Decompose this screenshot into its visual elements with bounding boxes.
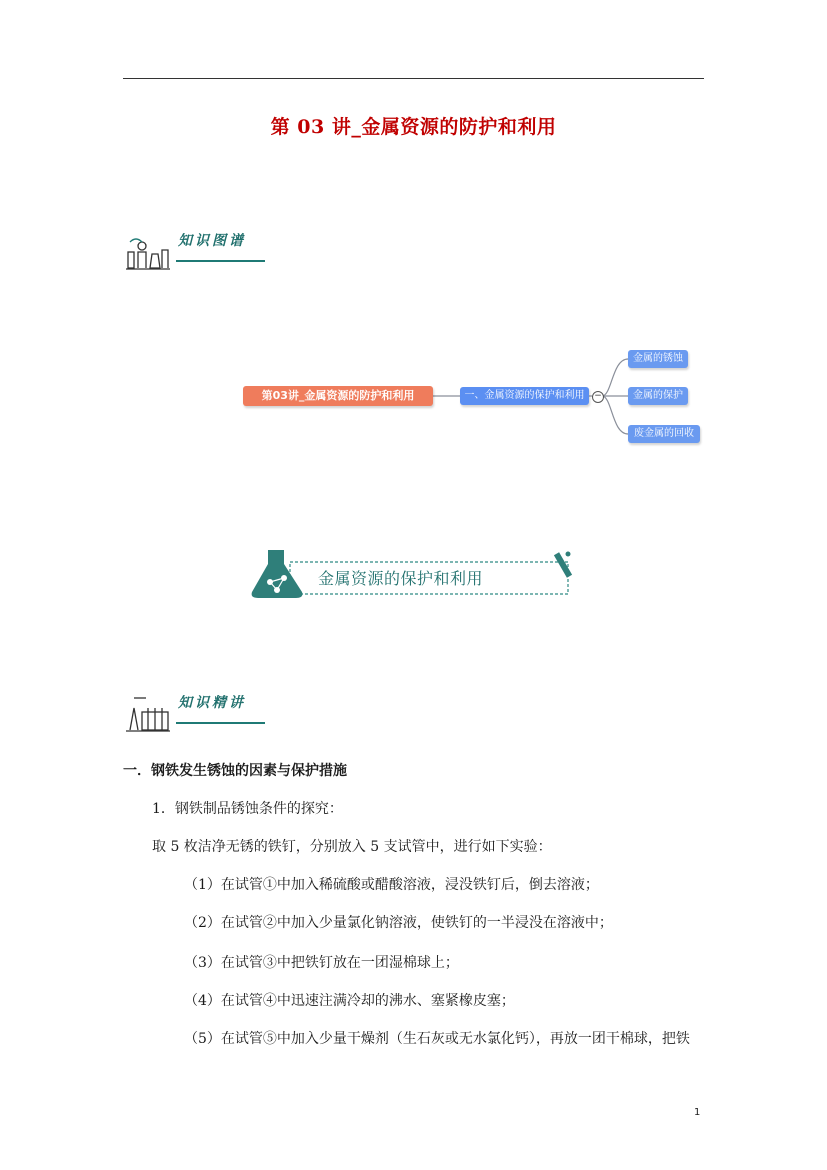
mindmap-branch-node[interactable]: 一、金属资源的保护和利用: [460, 387, 589, 405]
subheading: 1．钢铁制品锈蚀条件的探究：: [152, 801, 343, 817]
section-underline: [176, 722, 265, 724]
step-item: （2）在试管②中加入少量氯化钠溶液，使铁钉的一半浸没在溶液中；: [184, 915, 613, 931]
collapse-toggle-icon[interactable]: −: [592, 391, 604, 403]
section-underline: [176, 260, 265, 262]
header-rule: [123, 78, 704, 79]
step-item: （3）在试管③中把铁钉放在一团湿棉球上；: [184, 955, 459, 971]
step-item: （4）在试管④中迅速注满冷却的沸水、塞紧橡皮塞；: [184, 993, 515, 1009]
page-number: 1: [694, 1107, 701, 1118]
section-header-knowledge-lecture: [126, 696, 276, 736]
step-item: （1）在试管①中加入稀硫酸或醋酸溶液，浸没铁钉后，倒去溶液；: [184, 877, 599, 893]
mindmap-root-node[interactable]: 第03讲_金属资源的防护和利用: [243, 386, 433, 406]
section-label: 知识图谱: [178, 233, 246, 249]
section-header-knowledge-map: [126, 234, 276, 274]
lab-equipment-icon: [126, 232, 170, 272]
mindmap-leaf-recycling[interactable]: 废金属的回收: [628, 425, 700, 443]
topic-banner: [250, 548, 580, 600]
mindmap-leaf-rusting[interactable]: 金属的锈蚀: [628, 350, 688, 368]
intro-paragraph: 取 5 枚洁净无锈的铁钉，分别放入 5 支试管中，进行如下实验：: [152, 839, 552, 855]
step-item: （5）在试管⑤中加入少量干燥剂（生石灰或无水氯化钙），再放一团干棉球，把铁: [184, 1031, 690, 1047]
content-heading: 一．钢铁发生锈蚀的因素与保护措施: [123, 763, 347, 779]
section-label: 知识精讲: [178, 695, 246, 711]
test-tube-rack-icon: [126, 694, 170, 734]
page-title: 第 03 讲_金属资源的防护和利用: [270, 116, 557, 138]
banner-title: 金属资源的保护和利用: [318, 569, 484, 588]
mindmap-leaf-protection[interactable]: 金属的保护: [628, 387, 688, 405]
